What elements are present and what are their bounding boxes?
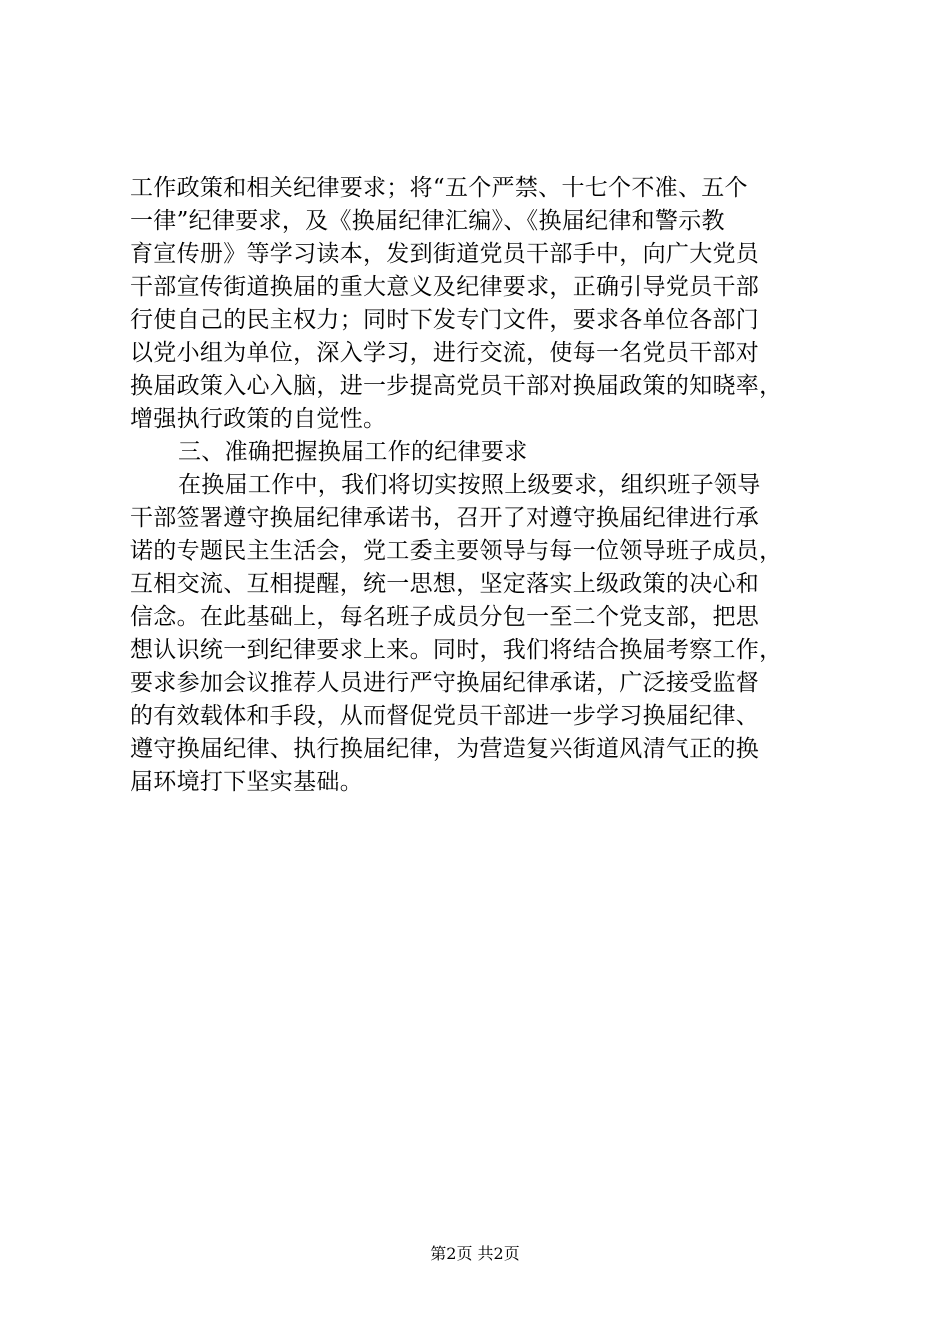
body-line: 遵守换届纪律、执行换届纪律，为营造复兴街道风清气正的换	[130, 736, 760, 762]
body-line: 干部宣传街道换届的重大意义及纪律要求，正确引导党员干部	[130, 274, 760, 300]
body-line: 想认识统一到纪律要求上来。同时，我们将结合换届考察工作，	[130, 637, 783, 663]
body-line: 的有效载体和手段，从而督促党员干部进一步学习换届纪律、	[130, 703, 760, 729]
body-line: 以党小组为单位，深入学习，进行交流，使每一名党员干部对	[130, 340, 760, 366]
body-line: 干部签署遵守换届纪律承诺书，召开了对遵守换届纪律进行承	[130, 505, 760, 531]
section-heading: 三、准确把握换届工作的纪律要求	[178, 439, 528, 465]
body-line: 诺的专题民主生活会，党工委主要领导与每一位领导班子成员，	[130, 538, 783, 564]
body-line: 工作政策和相关纪律要求；将“五个严禁、十七个不准、五个	[130, 175, 748, 201]
body-line: 增强执行政策的自觉性。	[130, 406, 387, 432]
paragraph-first-line: 在换届工作中，我们将切实按照上级要求，组织班子领导	[178, 472, 761, 498]
page-number: 第2页 共2页	[430, 1244, 520, 1263]
document-body	[130, 172, 850, 799]
body-line: 行使自己的民主权力；同时下发专门文件，要求各单位各部门	[130, 307, 760, 333]
body-line: 届环境打下坚实基础。	[130, 769, 363, 795]
body-line: 互相交流、互相提醒，统一思想，坚定落实上级政策的决心和	[130, 571, 760, 597]
body-line: 要求参加会议推荐人员进行严守换届纪律承诺，广泛接受监督	[130, 670, 760, 696]
body-line: 育宣传册》等学习读本，发到街道党员干部手中，向广大党员	[130, 241, 760, 267]
page-footer	[0, 1244, 950, 1264]
body-line: 信念。在此基础上，每名班子成员分包一至二个党支部，把思	[130, 604, 760, 630]
body-line: 一律”纪律要求，及《换届纪律汇编》、《换届纪律和警示教	[130, 208, 725, 234]
body-line: 换届政策入心入脑，进一步提高党员干部对换届政策的知晓率，	[130, 373, 783, 399]
